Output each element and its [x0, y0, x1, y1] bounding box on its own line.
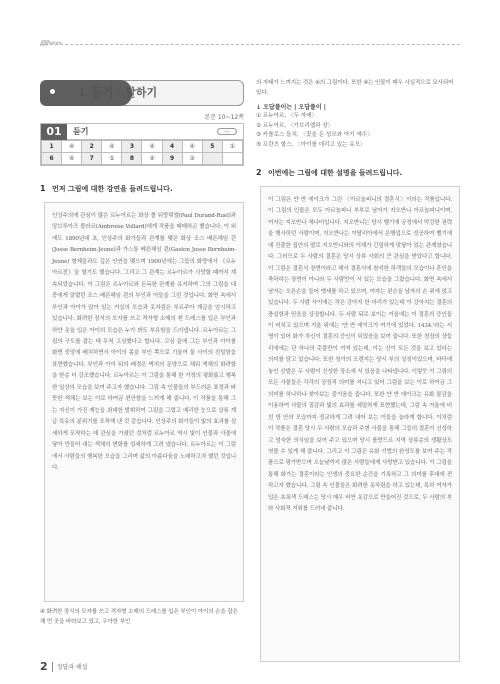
error-analysis-list	[256, 112, 460, 150]
header-rule	[40, 44, 460, 45]
section-title: I. 듣기 · 말하기	[80, 86, 158, 99]
question-1-heading	[40, 184, 244, 194]
page-footer	[40, 660, 88, 673]
answer-key: 6	[42, 153, 62, 165]
answer-value: ⑤	[102, 153, 122, 165]
question-2-number: 2	[256, 168, 262, 177]
left-column	[40, 78, 244, 627]
answer-key	[202, 153, 222, 165]
answer-value: ④	[102, 141, 122, 153]
answer-key: 8	[122, 153, 142, 165]
unit-label: 듣기	[73, 127, 89, 136]
question-2-passage: 이 그림은 얀 반 에이크가 그린 〈아르놀피니의 결혼식〉이라는 작품입니다. 이 그림의 인물은 모두 아르놀피니 부부로 남자가 지오반니 아르놀피니이며, 여자는 지오반나 체나미입니다. 지오반니는 당시 벨기에 궁정에서 막강한 권력을 행사하던 사람이며, 지오반나는 이탈리아에서 은행업으로 성공하여 벨기에에 진출한 집안의 딸로 지오반니와의 이해가 긴밀하게 맞닿아 있는 관계였습니다. 그러므로 두 사람의 결혼은 당시 상류 사회의 큰 관심을 받았다고 합니다. 이 그림은 결혼식 장면이라고 해서 결혼식에 참석한 하객들의 모습이나 혼인을 축하하는 장면이 아니라 두 사람만이 서 있는 모습을 그렸습니다. 화면 속에서 남자는 오른손을 들어 맹세를 하고 있으며, 여자는 왼손을 남자의 손 위에 얹고 있습니다. 두 사람 사이에는 작은 강아지 한 마리가 있는데 이 강아지는 결혼의 충실함과 믿음을 상징합니다. 두 사람 뒤로 보이는 거울에는 이 결혼의 증인들이 비치고 있으며 거울 위에는 '얀 반 에이크가 여기에 있었다. 1434.'라는 서명이 있어 화가 자신이 결혼의 증인이 되었음을 보여 줍니다. 또한 천장의 샹들리에에는 단 하나의 촛불만이 켜져 있는데, 이는 신이 모든 것을 보고 있다는 의미를 담고 있습니다. 또한 창가의 오렌지는 당시 부의 상징이었으며, 바닥에 놓인 신발은 두 사람이 신성한 장소에 서 있음을 나타냅니다. 이렇듯 이 그림의 모든 사물들은 각각의 상징적 의미를 지니고 있어 그림을 보는 이로 하여금 그 의미를 하나하나 찾아보는 즐거움을 줍니다. 또한 얀 반 에이크는 유화 물감을 이용하여 사물의 질감과 빛의 효과를 세밀하게 표현했는데, 그림 속 거울에 비친 방 안의 모습까지 정교하게 그려 내어 보는 이들을 놀라게 합니다. 이처럼 이 작품은 결혼 당시 두 사람의 모습과 주변 사물을 통해 그들의 결혼이 신성하고 엄숙한 의식임을 보여 주고 있으며 당시 플랑드르 지역 상류층의 생활상도 엿볼 수 있게 해 줍니다. 그리고 이 그림은 유화 기법의 완성도를 보여 주는 작품으로 평가받으며 오늘날까지 많은 사람들에게 사랑받고 있습니다. 이 그림을 통해 화가는 결혼이라는 인생의 중요한 순간을 기록하고 그 의미를 후대에 전하고자 했습니다. 그림 속 인물들은 화려한 옷차림을 하고 있는데, 특히 여자가 입은 초록색 드레스는 당시 매우 비싼 옷감으로 만들어진 것으로, 두 사람의 부와 사회적 지위를 드러내 줍니다.	[268, 197, 452, 513]
question-2-text: 이번에는 그림에 대한 설명을 들려드립니다.	[268, 169, 403, 177]
answer-value: ①	[222, 141, 242, 153]
answer-key: 3	[122, 141, 142, 153]
error-item: ② 르누아르, 〈가브리엘과 장〉	[256, 122, 334, 129]
page-reference: 본문 10~12쪽	[204, 114, 244, 121]
answer-key: 7	[82, 153, 102, 165]
answer-key: 9	[162, 153, 182, 165]
question-2-passage-box	[260, 186, 460, 662]
error-item: ⑤ 프란츠 할스, 〈아이를 데리고 있는 유모〉	[256, 141, 366, 148]
error-item: ③ 카를로스 들치, 〈꽃을 든 성모와 아기 예수〉	[256, 132, 373, 138]
question-1-passage: 인상주의에 관심이 많은 르누아르는 화상 폴 뒤랑뤼엘(Paul Durand-Ruel)과 앙브루아즈 볼라르(Ambroise Vollard)에게 작품을 매매하곤 했습니다. 이 외에도 1890년대 초, 인상주의 화가들과 관계를 맺은 화상 조스 베른헤임 쥔(Josse Bernheim-Jeune)과 가스통 베른헤임 쥔(Gaston Josse Bernheim-Jeune) 형제들과도 깊은 인연을 맺으며 1900년에는 그들의 화랑에서 《르누아르전》을 열기도 했습니다. 그리고 그 관계는 르누아르가 사망할 때까지 계속되었습니다. 이 그림은 르누아르와 돈독한 관계를 유지하며 그의 그림을 대중에게 알렸던 조스 베른헤임 쥔의 부인과 아들을 그린 것입니다. 화면 속에서 부인과 아이가 앉아 있는 거실의 모습과 옷차림은 부르주아 계급을 암시하고 있습니다. 화려한 장식의 모자를 쓰고 격자형 소매의 흰 드레스를 입은 부인과 하얀 옷을 입은 아이의 모습은 누가 봐도 부유함을 드러냅니다. 르누아르는 그림의 구도를 잡는 데 무척 고심했다고 합니다. 고심 끝에 그는 부인과 아이를 화면 중앙에 배치하면서 아이의 몸을 부인 쪽으로 기울여 둘 사이의 친밀함을 표현했습니다. 부인과 아이 뒤의 배경은 벽지의 문양으로 채워 색채의 화려함을 한층 더 강조했습니다. 르누아르는 이 그림을 통해 한 가정의 평화롭고 행복한 일상의 모습을 보여 주고자 했습니다. 그림 속 인물들의 부드러운 표정과 따뜻한 색채는 보는 이로 하여금 편안함을 느끼게 해 줍니다. 이 작품을 통해 그는 자신이 가진 재능을 최대한 발휘하여 그림을 그렸고 예리한 눈으로 상류 계급 특유의 분위기를 포착해 낸 것 같습니다. 인상주의 화가들이 빛의 효과를 섬세하게 포착하는 데 관심을 가졌던 것처럼 르누아르 역시 빛이 인물과 사물에 닿아 만들어 내는 색채의 변화를 섬세하게 그려 냈습니다. 르누아르는 이 그림에서 사람들의 행복한 모습을 그리며 삶의 아름다움을 노래하고자 했던 것입니다.	[52, 213, 236, 471]
footer-label: 정답과 해설	[56, 664, 88, 671]
question-1-passage-box	[44, 202, 244, 602]
footer-divider	[52, 662, 53, 672]
answer-key: 4	[162, 141, 182, 153]
right-column	[256, 78, 460, 662]
answer-value: ④	[142, 141, 162, 153]
section-dot-icon	[50, 89, 55, 94]
answer-row	[42, 141, 243, 153]
page-number: 2	[40, 660, 48, 673]
question-1-text: 먼저 그림에 대한 강연을 들려드립니다.	[52, 185, 173, 193]
answer-key: 1	[42, 141, 62, 153]
question-1-number: 1	[40, 184, 46, 193]
answer-block	[40, 123, 244, 166]
section-header	[40, 78, 244, 110]
chevron-left-icon: ‹‹‹	[217, 128, 237, 135]
answer-key: 5	[202, 141, 222, 153]
answer-value	[222, 153, 242, 165]
error-analysis-title: ↓ 오답풀이는 | 오답풀이 |	[256, 104, 326, 111]
answer-value: ④	[62, 141, 82, 153]
explanation-intro: 의 자태가 느껴지는 것은 ④의 그림이다. 또한 ④는 인물이 매우 사실적으로 묘사되어 있다.	[256, 80, 454, 96]
question-2-heading	[256, 168, 460, 178]
answer-row	[42, 153, 243, 165]
unit-number-badge: 01	[41, 124, 67, 140]
answer-value: ④	[142, 153, 162, 165]
error-item: ① 르누아르, 〈두 자매〉	[256, 113, 318, 119]
answer-table	[41, 140, 243, 165]
question-1-note: ④ 화려한 장식의 모자를 쓰고 격자형 소매의 드레스를 입은 부인이 아이의 손을 잡은 채 먼 곳을 바라보고 있고, 우아한 부인	[40, 609, 238, 625]
header-marks: //////»»»»	[40, 39, 62, 47]
answer-value: ②	[182, 153, 202, 165]
unit-header	[41, 124, 243, 140]
answer-value: ④	[62, 153, 82, 165]
answer-key: 2	[82, 141, 102, 153]
answer-value: ④	[182, 141, 202, 153]
